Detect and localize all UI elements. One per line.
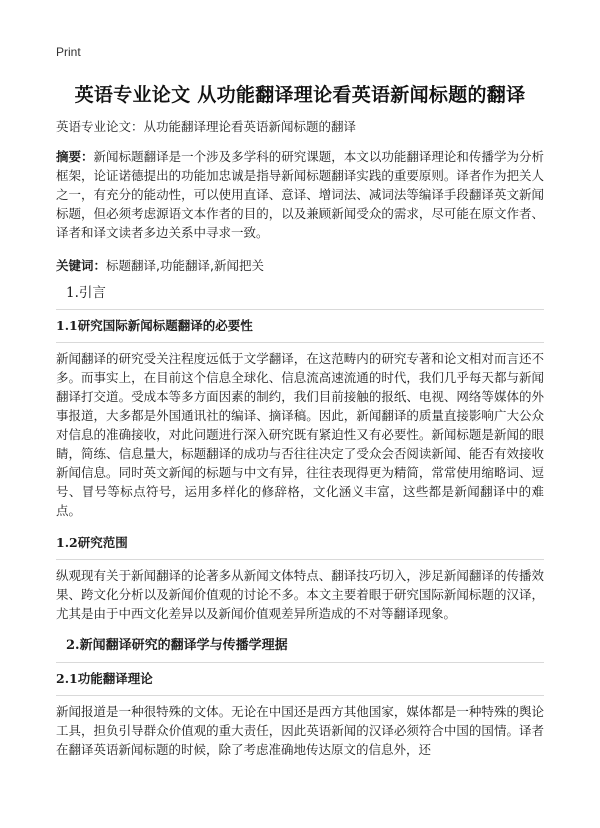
document-subtitle: 英语专业论文：从功能翻译理论看英语新闻标题的翻译 (56, 119, 357, 134)
abstract-paragraph (56, 147, 544, 242)
keywords-paragraph (56, 256, 544, 275)
divider (56, 695, 544, 696)
section-2-1-heading: 2.1功能翻译理论 (56, 671, 153, 686)
keywords-text: 标题翻译,功能翻译,新闻把关 (106, 258, 264, 273)
section-1-heading: 1.引言 (66, 285, 106, 301)
divider (56, 309, 544, 310)
divider (56, 342, 544, 343)
document-body (56, 117, 544, 759)
print-link[interactable]: Print (56, 45, 81, 59)
divider (56, 662, 544, 663)
keywords-label: 关键词： (56, 258, 107, 273)
section-1-1-heading: 1.1研究国际新闻标题翻译的必要性 (56, 318, 253, 333)
section-2-1-paragraph: 新闻报道是一种很特殊的文体。无论在中国还是西方其他国家，媒体都是一种特殊的舆论工具，担负引导群众价值观的重大责任，因此英语新闻的汉译必须符合中国的国情。译者在翻译英语新闻标题的时候，除了考虑准确地传达原文的信息外，还 (56, 704, 544, 757)
section-1-2-paragraph: 纵观现有关于新闻翻译的论著多从新闻文体特点、翻译技巧切入，涉足新闻翻译的传播效果、跨文化分析以及新闻价值观的讨论不多。本文主要着眼于研究国际新闻标题的汉译，尤其是由于中西文化差异以及新闻价值观差异所造成的不对等翻译现象。 (56, 568, 544, 621)
abstract-label: 摘要： (56, 149, 94, 164)
section-1-1-paragraph: 新闻翻译的研究受关注程度远低于文学翻译，在这范畴内的研究专著和论文相对而言还不多。而事实上，在目前这个信息全球化、信息流高速流通的时代，我们几乎每天都与新闻翻译打交道。受成本等多方面因素的制约，我们目前接触的报纸、电视、网络等媒体的外事报道，大多都是外国通讯社的编译、摘译稿。因此，新闻翻译的质量直接影响广大公众对信息的准确接收，对此问题进行深入研究既有紧迫性又有必要性。新闻标题是新闻的眼睛，简练、信息量大，标题翻译的成功与否往往决定了受众会否阅读新闻、能否有效接收新闻信息。同时英文新闻的标题与中文有异，往往表现得更为精简，常常使用缩略词、逗号、冒号等标点符号，运用多样化的修辞格，文化涵义丰富，这些都是新闻翻译中的难点。 (56, 351, 544, 518)
section-2-heading: 2.新闻翻译研究的翻译学与传播学理据 (66, 638, 288, 653)
document-title: 英语专业论文 从功能翻译理论看英语新闻标题的翻译 (74, 84, 526, 106)
abstract-text: 新闻标题翻译是一个涉及多学科的研究课题，本文以功能翻译理论和传播学为分析框架，论证诺德提出的功能加忠诚是指导新闻标题翻译实践的重要原则。译者作为把关人之一，有充分的能动性，可以使用直译、意译、增词法、减词法等编译手段翻译英文新闻标题，但必须考虑源语文本作者的目的，以及兼顾新闻受众的需求，尽可能在原文作者、译者和译文读者多边关系中寻求一致。 (56, 149, 544, 240)
section-1-2-heading: 1.2研究范围 (56, 535, 128, 550)
divider (56, 559, 544, 560)
